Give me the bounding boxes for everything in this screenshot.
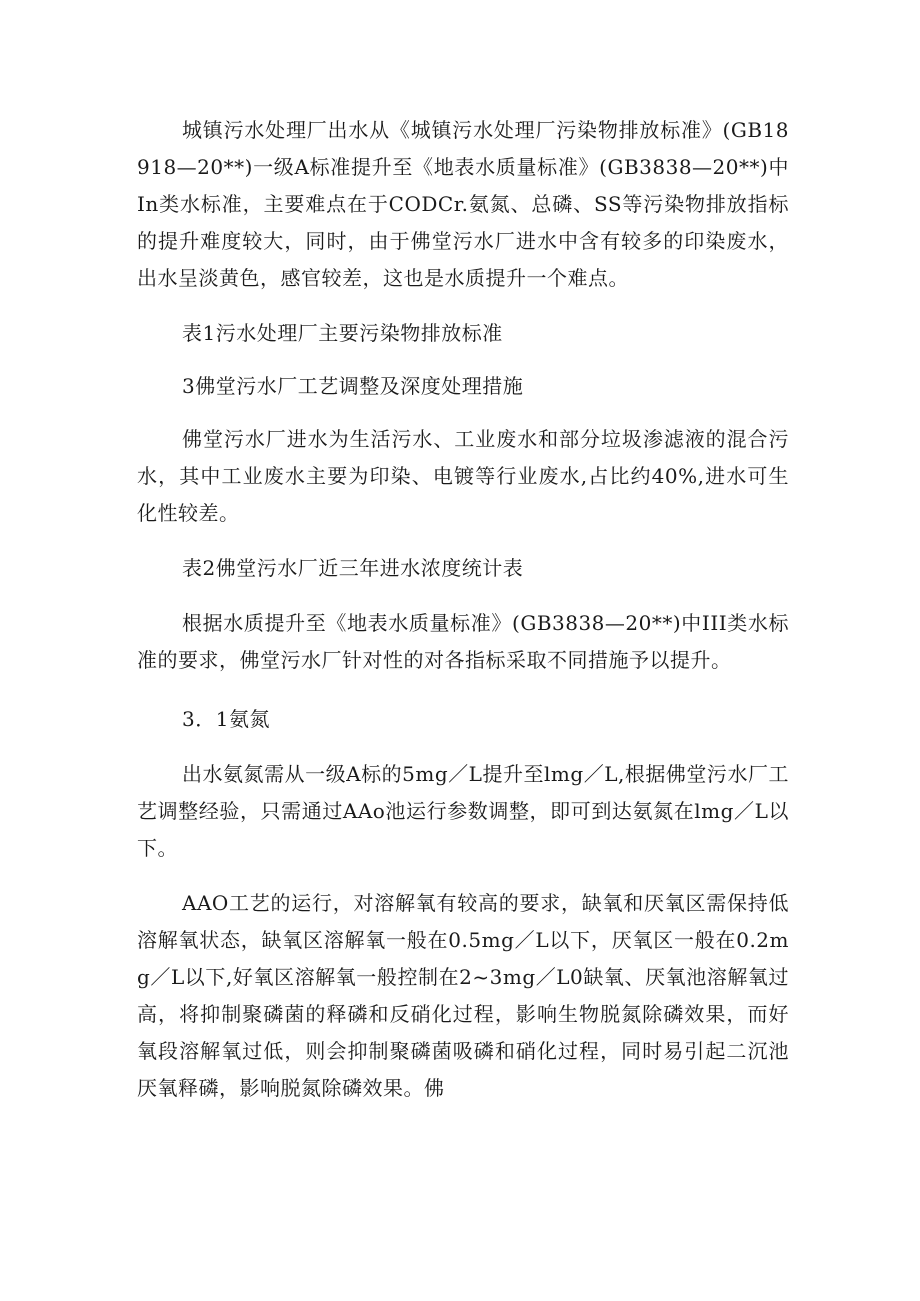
table-caption-1: 表1污水处理厂主要污染物排放标准 bbox=[182, 321, 503, 345]
paragraph-aao: AAO工艺的运行，对溶解氧有较高的要求，缺氧和厌氧区需保持低溶解氧状态，缺氧区溶解氧一般在0.5mg／L以下，厌氧区一般在0.2mg／L以下,好氧区溶解氧一般控制在2~3mg／L0缺氧、厌氧池溶解氧过高，将抑制聚磷菌的释磷和反硝化过程，影响生物脱氮除磷效果，而好氧段溶解氧过低，则会抑制聚磷菌吸磷和硝化过程，同时易引起二沉池厌氧释磷，影响脱氮除磷效果。佛 bbox=[137, 891, 789, 1100]
paragraph-requirements: 根据水质提升至《地表水质量标准》(GB3838—20**)中III类水标准的要求，佛堂污水厂针对性的对各指标采取不同措施予以提升。 bbox=[137, 611, 789, 672]
section-heading-3: 3佛堂污水厂工艺调整及深度处理措施 bbox=[182, 374, 524, 398]
section-heading-3-1: 3．1氨氮 bbox=[182, 707, 270, 731]
document-body bbox=[137, 112, 789, 1107]
table-caption-2: 表2佛堂污水厂近三年进水浓度统计表 bbox=[182, 556, 524, 580]
paragraph-influent: 佛堂污水厂进水为生活污水、工业废水和部分垃圾渗滤液的混合污水，其中工业废水主要为印染、电镀等行业废水,占比约40%,进水可生化性较差。 bbox=[137, 427, 789, 525]
paragraph-intro: 城镇污水处理厂出水从《城镇污水处理厂污染物排放标准》(GB18918—20**)一级A标准提升至《地表水质量标准》(GB3838—20**)中In类水标准，主要难点在于CODCr.氨氮、总磷、SS等污染物排放指标的提升难度较大，同时，由于佛堂污水厂进水中含有较多的印染废水，出水呈淡黄色，感官较差，这也是水质提升一个难点。 bbox=[137, 118, 789, 290]
paragraph-ammonia: 出水氨氮需从一级A标的5mg／L提升至lmg／L,根据佛堂污水厂工艺调整经验，只需通过AAo池运行参数调整，即可到达氨氮在lmg／L以下。 bbox=[137, 762, 789, 860]
